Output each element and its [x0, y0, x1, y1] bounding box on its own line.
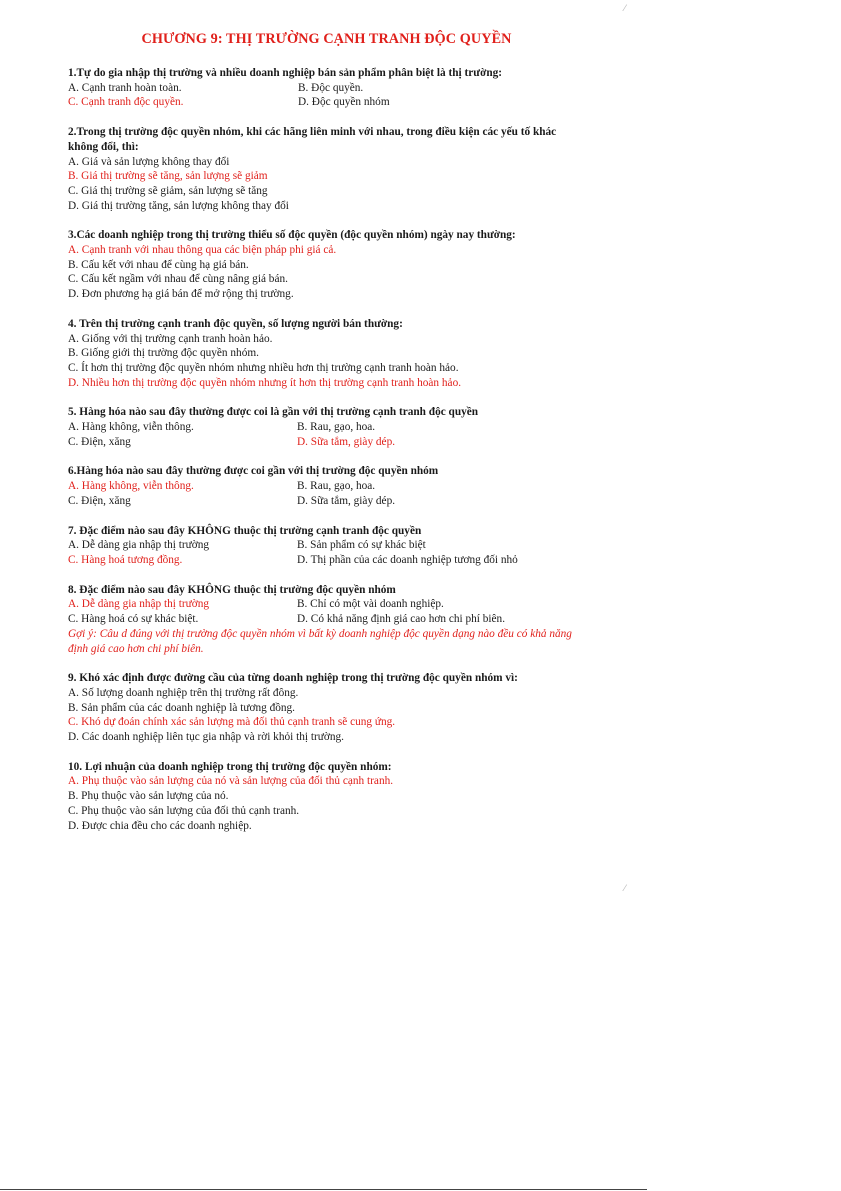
- option-b-answer: B. Giá thị trường sẽ tăng, sản lượng sẽ giảm: [68, 170, 268, 183]
- option-c: C. Điện, xăng: [68, 435, 131, 448]
- option-d: D. Có khả năng định giá cao hơn chi phí biên.: [297, 613, 506, 626]
- option-c-answer: C. Khó dự đoán chính xác sản lượng mà đối thủ cạnh tranh sẽ cung ứng.: [68, 716, 396, 729]
- option-row: [68, 597, 588, 612]
- option-d-answer: D. Nhiều hơn thị trường độc quyền nhóm nhưng ít hơn thị trường cạnh tranh hoàn hảo.: [68, 376, 462, 389]
- option-c: C. Cấu kết ngầm với nhau để cùng nâng giá bán.: [68, 273, 288, 286]
- question-4-text: 4. Trên thị trường cạnh tranh độc quyền, số lượng người bán thường:: [68, 317, 403, 330]
- option-d-answer: D. Sữa tắm, giày dép.: [297, 435, 396, 448]
- option-row: [68, 95, 588, 110]
- question-10: [68, 760, 588, 834]
- option-c: C. Phụ thuộc vào sản lượng của đối thủ cạnh tranh.: [68, 804, 300, 817]
- option-d: D. Sữa tắm, giày dép.: [297, 494, 396, 507]
- option-a: A. Cạnh tranh hoàn toàn.: [68, 81, 182, 94]
- option-d: D. Độc quyền nhóm: [298, 96, 390, 109]
- option-d: D. Giá thị trường tăng, sản lượng không thay đổi: [68, 199, 289, 212]
- scan-mark: ⁄: [624, 884, 626, 894]
- question-8: [68, 583, 588, 657]
- question-list: [68, 66, 588, 833]
- option-c: C. Điện, xăng: [68, 494, 131, 507]
- option-c: C. Giá thị trường sẽ giảm, sản lượng sẽ tăng: [68, 184, 268, 197]
- option-d: D. Đơn phương hạ giá bán để mở rộng thị trường.: [68, 288, 294, 301]
- hint-note: Gợi ý: Câu d đúng với thị trường độc quyền nhóm vì bất kỳ doanh nghiệp độc quyền dạng nào đều có khả năng định giá cao hơn chi phí biên.: [68, 627, 572, 655]
- question-6-text: 6.Hàng hóa nào sau đây thường được coi gần với thị trường độc quyền nhóm: [68, 465, 439, 478]
- chapter-title: CHƯƠNG 9: THỊ TRƯỜNG CẠNH TRANH ĐỘC QUYỀN: [141, 31, 512, 47]
- option-c: C. Ít hơn thị trường độc quyền nhóm nhưng nhiều hơn thị trường cạnh tranh hoàn hảo.: [68, 361, 459, 374]
- bottom-rule: [0, 1189, 647, 1190]
- question-8-text: 8. Đặc điểm nào sau đây KHÔNG thuộc thị trường độc quyền nhóm: [68, 583, 396, 596]
- option-row: [68, 494, 588, 509]
- option-a: A. Hàng không, viễn thông.: [68, 421, 194, 434]
- option-a: A. Giống với thị trường cạnh tranh hoàn hảo.: [68, 332, 273, 345]
- option-c: C. Hàng hoá có sự khác biệt.: [68, 613, 199, 626]
- option-b: B. Chỉ có một vài doanh nghiệp.: [297, 598, 444, 611]
- option-b: B. Rau, gạo, hoa.: [297, 421, 376, 434]
- option-a-answer: A. Hàng không, viễn thông.: [68, 480, 194, 493]
- option-a: A. Dễ dàng gia nhập thị trường: [68, 539, 210, 552]
- option-a-answer: A. Dễ dàng gia nhập thị trường: [68, 598, 210, 611]
- option-c-answer: C. Cạnh tranh độc quyền.: [68, 96, 184, 109]
- option-a-answer: A. Cạnh tranh với nhau thông qua các biện pháp phi giá cả.: [68, 244, 337, 257]
- option-d: D. Thị phần của các doanh nghiệp tương đối nhỏ: [297, 553, 518, 566]
- question-4: [68, 317, 588, 391]
- question-5-text: 5. Hàng hóa nào sau đây thường được coi là gần với thị trường cạnh tranh độc quyền: [68, 406, 479, 419]
- option-row: [68, 420, 588, 435]
- option-a: A. Giá và sản lượng không thay đổi: [68, 155, 230, 168]
- question-1-text: 1.Tự do gia nhập thị trường và nhiều doanh nghiệp bán sản phẩm phân biệt là thị trường:: [68, 67, 503, 79]
- question-3-text: 3.Các doanh nghiệp trong thị trường thiểu số độc quyền (độc quyền nhóm) ngày nay thường:: [68, 229, 516, 242]
- option-b: B. Rau, gạo, hoa.: [297, 480, 376, 493]
- question-6: [68, 464, 588, 508]
- option-d: D. Các doanh nghiệp liên tục gia nhập và rời khỏi thị trường.: [68, 731, 344, 744]
- option-a-answer: A. Phụ thuộc vào sản lượng của nó và sản lượng của đối thủ cạnh tranh.: [68, 775, 394, 788]
- option-row: [68, 538, 588, 553]
- option-row: [68, 435, 588, 450]
- question-1: [68, 66, 588, 110]
- option-row: [68, 612, 588, 627]
- option-b: B. Phụ thuộc vào sản lượng của nó.: [68, 790, 229, 803]
- option-b: B. Sản phẩm có sự khác biệt: [297, 539, 426, 552]
- question-9: [68, 671, 588, 745]
- option-row: [68, 81, 588, 96]
- option-a: A. Số lượng doanh nghiệp trên thị trường rất đông.: [68, 686, 299, 699]
- option-c-answer: C. Hàng hoá tương đồng.: [68, 553, 183, 566]
- question-2: [68, 125, 588, 213]
- option-b: B. Sản phẩm của các doanh nghiệp là tương đồng.: [68, 701, 295, 714]
- option-b: B. Độc quyền.: [298, 81, 364, 94]
- question-3: [68, 228, 588, 302]
- question-7: [68, 524, 588, 568]
- scan-mark: ⁄: [624, 4, 626, 14]
- question-9-text: 9. Khó xác định được đường cầu của từng doanh nghiệp trong thị trường độc quyền nhóm vì:: [68, 672, 518, 685]
- option-row: [68, 553, 588, 568]
- option-row: [68, 479, 588, 494]
- question-2-text: 2.Trong thị trường độc quyền nhóm, khi các hãng liên minh với nhau, trong điều kiện các yếu tố khác không đổi, thì:: [68, 126, 557, 153]
- option-d: D. Được chia đều cho các doanh nghiệp.: [68, 819, 252, 832]
- question-7-text: 7. Đặc điểm nào sau đây KHÔNG thuộc thị trường cạnh tranh độc quyền: [68, 524, 422, 537]
- option-b: B. Cấu kết với nhau để cùng hạ giá bán.: [68, 258, 249, 271]
- question-5: [68, 405, 588, 449]
- question-10-text: 10. Lợi nhuận của doanh nghiệp trong thị trường độc quyền nhóm:: [68, 760, 392, 773]
- option-b: B. Giống giới thị trường độc quyền nhóm.: [68, 347, 259, 360]
